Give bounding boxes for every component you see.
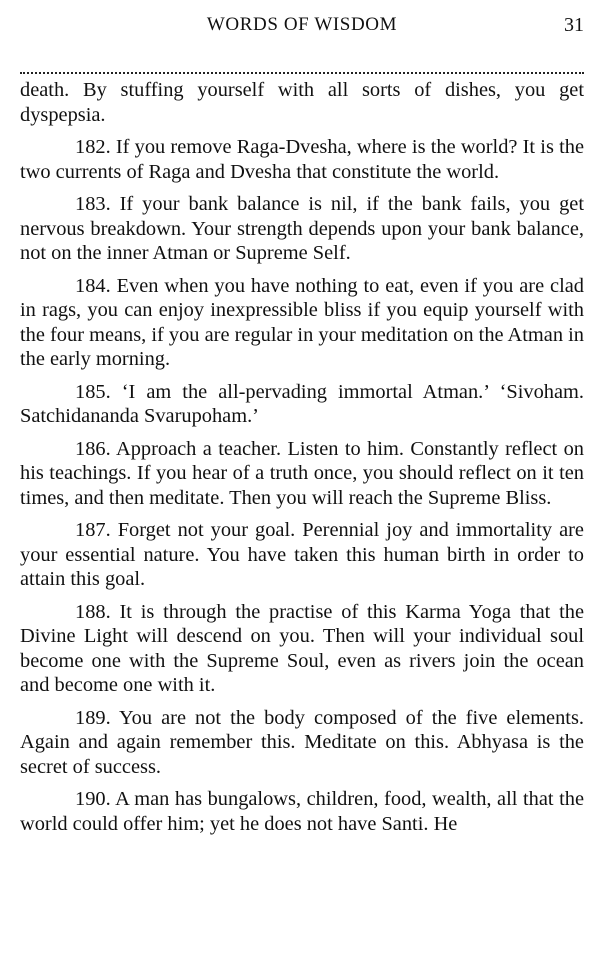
- paragraph-189: 189. You are not the body composed of the five elements. Again and again remember this. Meditate on this. Abhyasa is the secret of success.: [20, 706, 584, 778]
- paragraph-183: 183. If your bank balance is nil, if the bank fails, you get nervous breakdown. Your strength depends upon your bank balance, not on the inner Atman or Supreme Self.: [20, 193, 584, 264]
- header-rule: [20, 72, 584, 74]
- paragraph-188: 188. It is through the practise of this Karma Yoga that the Divine Light will descend on you. Then will your individual soul become one with the Supreme Soul, even as rivers join the ocean and become one with it.: [20, 600, 584, 696]
- body-text: [20, 78, 584, 844]
- paragraph-182: 182. If you remove Raga-Dvesha, where is the world? It is the two currents of Raga and Dvesha that constitute the world.: [20, 136, 584, 183]
- page-number: 31: [564, 14, 584, 36]
- running-header: [20, 12, 584, 42]
- paragraph-190: 190. A man has bungalows, children, food, wealth, all that the world could offer him; yet he does not have Santi. He: [20, 788, 584, 835]
- paragraph-187: 187. Forget not your goal. Perennial joy and immortality are your essential nature. You have taken this human birth in order to attain this goal.: [20, 519, 584, 590]
- running-title: WORDS OF WISDOM: [206, 14, 398, 35]
- paragraph-186: 186. Approach a teacher. Listen to him. Constantly reflect on his teachings. If you hear of a truth once, you should reflect on it ten times, and then meditate. Then you will reach the Supreme Bliss.: [20, 437, 584, 509]
- book-page: [20, 0, 584, 972]
- paragraph-continued: death. By stuffing yourself with all sorts of dishes, you get dyspepsia.: [20, 79, 584, 126]
- paragraph-185: 185. ‘I am the all-pervading immortal Atman.’ ‘Sivoham. Satchidananda Svarupoham.’: [20, 380, 584, 427]
- paragraph-184: 184. Even when you have nothing to eat, even if you are clad in rags, you can enjoy inexpressible bliss if you equip yourself with the four means, if you are regular in your meditation on the Atman in the early morning.: [20, 274, 584, 370]
